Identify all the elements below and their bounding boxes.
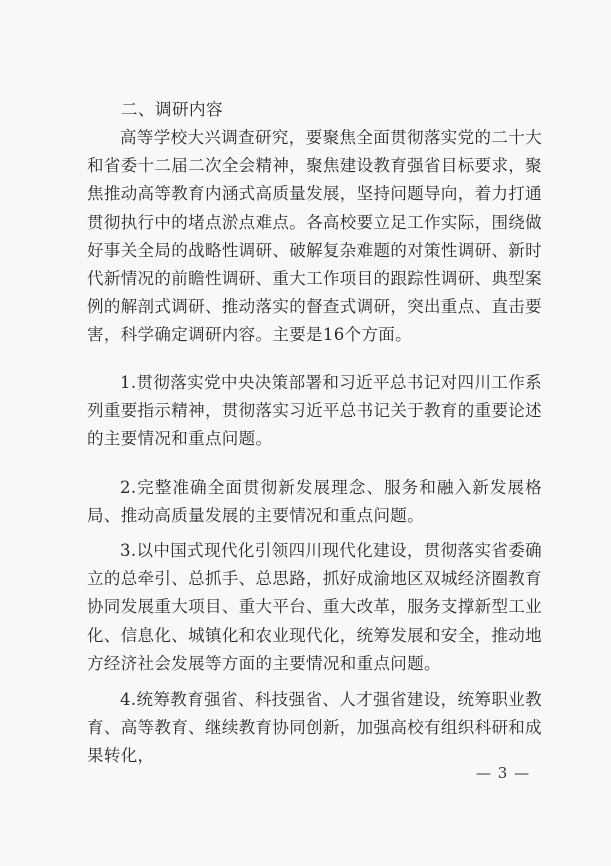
paragraph-item-3: 3.以中国式现代化引领四川现代化建设，贯彻落实省委确立的总牵引、总抓手、总思路，抓好成渝地区双城经济圈教育协同发展重大项目、重大平台、重大改革，服务支撑新型工业化、信息化、城镇化和农业现代化，统筹发展和安全，推动地方经济社会发展等方面的主要情况和重点问题。	[87, 541, 542, 673]
paragraph-item-2: 2.完整准确全面贯彻新发展理念、服务和融入新发展格局、推动高质量发展的主要情况和重点问题。	[87, 478, 542, 526]
paragraph-intro: 高等学校大兴调查研究，要聚焦全面贯彻落实党的二十大和省委十二届二次全会精神，聚焦建设教育强省目标要求，聚焦推动高等教育内涵式高质量发展，坚持问题导向，着力打通贯彻执行中的堵点淤点难点。各高校要立足工作实际，围绕做好事关全局的战略性调研、破解复杂难题的对策性调研、新时代新情况的前瞻性调研、重大工作项目的跟踪性调研、典型案例的解剖式调研、推动落实的督查式调研，突出重点、直击要害，科学确定调研内容。主要是16个方面。	[87, 128, 542, 345]
page-number: — 3 —	[476, 764, 531, 782]
paragraph-item-1: 1.贯彻落实党中央决策部署和习近平总书记对四川工作系列重要指示精神，贯彻落实习近平总书记关于教育的重要论述的主要情况和重点问题。	[87, 373, 542, 449]
section-heading: 二、调研内容	[121, 100, 223, 119]
paragraph-item-4: 4.统筹教育强省、科技强省、人才强省建设，统筹职业教育、高等教育、继续教育协同创新，加强高校有组织科研和成果转化，	[87, 690, 542, 766]
